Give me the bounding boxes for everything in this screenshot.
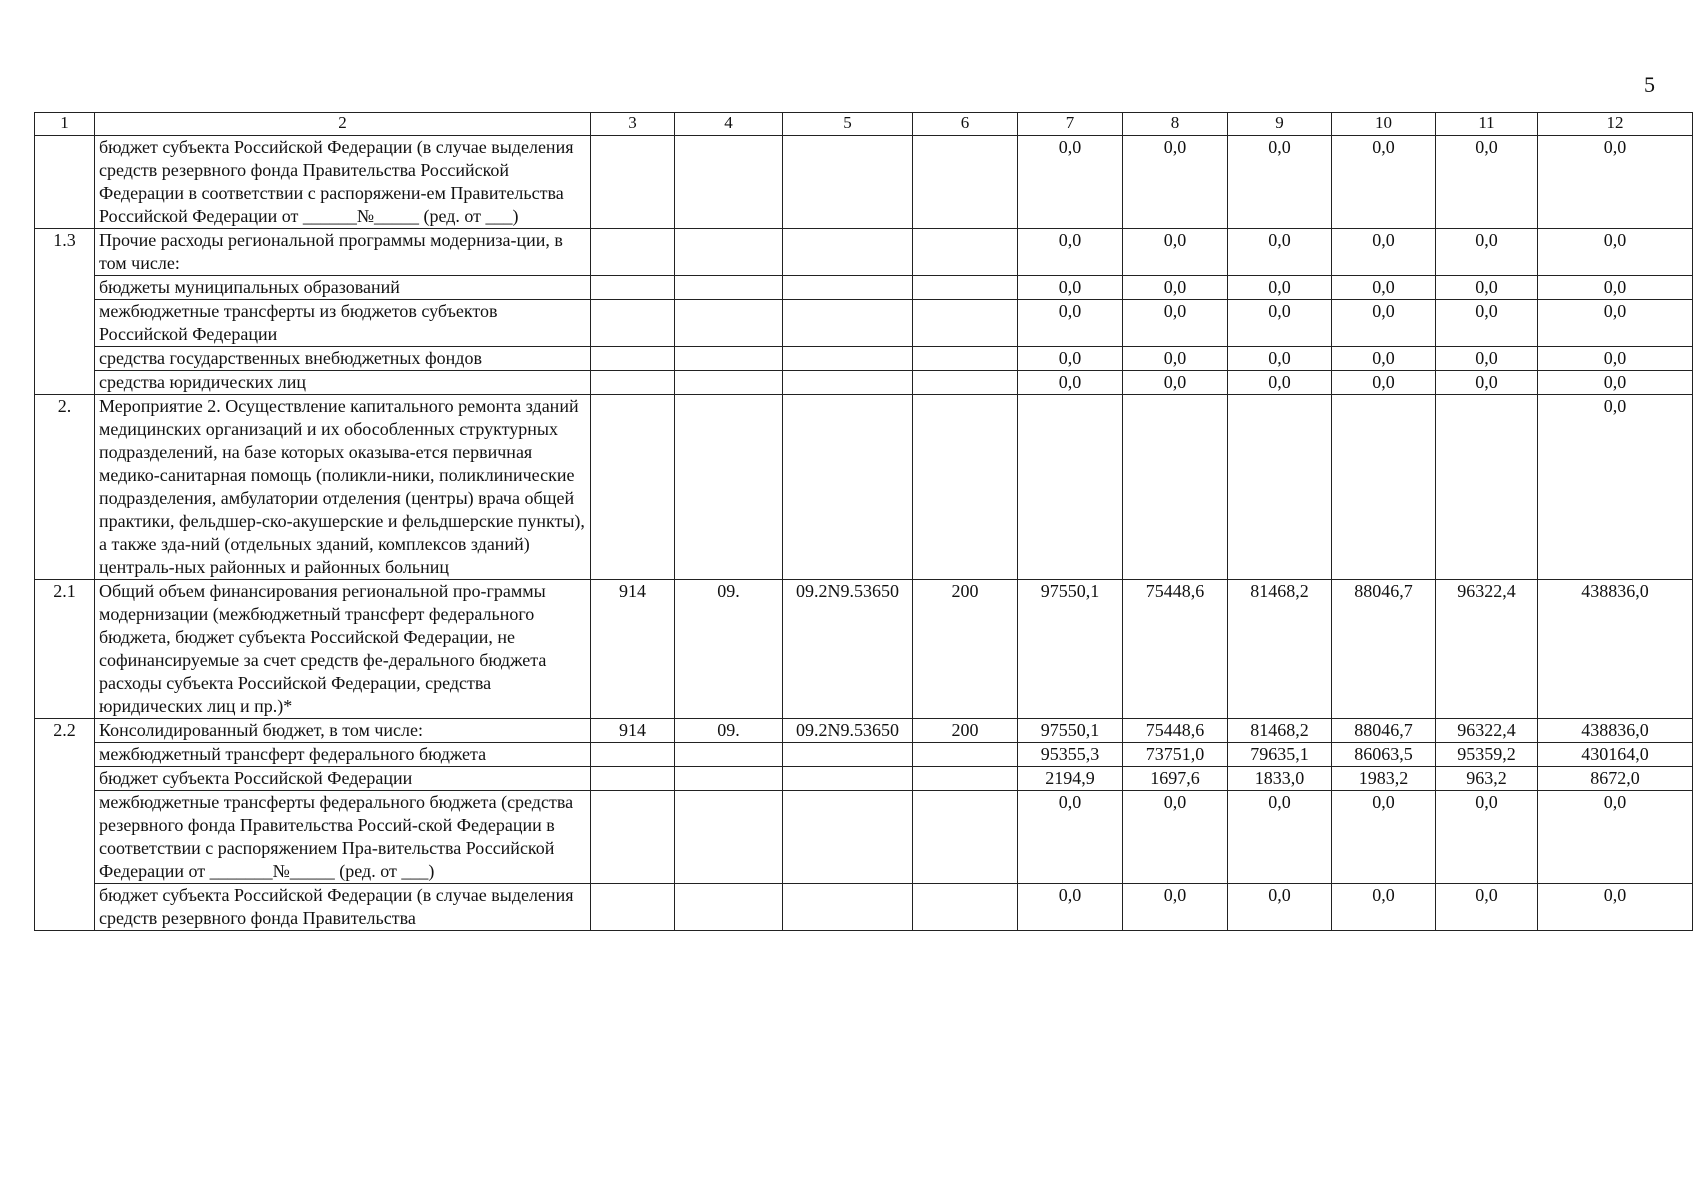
code-section-cell [675, 884, 783, 931]
header-cell: 1 [35, 113, 95, 136]
value-col11-cell: 96322,4 [1436, 719, 1538, 743]
value-col10-cell: 0,0 [1332, 136, 1436, 229]
code-target-cell [783, 136, 913, 229]
code-grbs-cell [591, 884, 675, 931]
code-type-cell [913, 229, 1018, 276]
table-row [35, 791, 1693, 884]
row-number-cell [35, 791, 95, 884]
value-col11-cell: 96322,4 [1436, 580, 1538, 719]
value-col9-cell: 0,0 [1228, 229, 1332, 276]
table-row [35, 884, 1693, 931]
code-target-cell [783, 371, 913, 395]
value-col10-cell: 86063,5 [1332, 743, 1436, 767]
value-col7-cell: 0,0 [1018, 300, 1123, 347]
row-number-cell [35, 884, 95, 931]
table-row [35, 371, 1693, 395]
header-cell: 3 [591, 113, 675, 136]
header-cell: 2 [95, 113, 591, 136]
code-target-cell [783, 791, 913, 884]
value-col7-cell: 0,0 [1018, 136, 1123, 229]
code-grbs-cell [591, 347, 675, 371]
code-target-cell [783, 743, 913, 767]
value-col11-cell: 0,0 [1436, 276, 1538, 300]
value-col8-cell: 73751,0 [1123, 743, 1228, 767]
code-section-cell [675, 395, 783, 580]
value-col8-cell: 75448,6 [1123, 719, 1228, 743]
value-col9-cell [1228, 395, 1332, 580]
code-section-cell [675, 300, 783, 347]
header-cell: 4 [675, 113, 783, 136]
code-type-cell [913, 395, 1018, 580]
header-cell: 5 [783, 113, 913, 136]
header-cell: 9 [1228, 113, 1332, 136]
budget-table [34, 112, 1693, 931]
description-cell: Общий объем финансирования региональной про-граммы модернизации (межбюджетный трансферт федерального бюджета, бюджет субъекта Российской Федерации, не софинансируемые за счет средств фе-дерального бюджета расходы субъекта Российской Федерации, средства юридических лиц и пр.)* [95, 580, 591, 719]
code-target-cell [783, 347, 913, 371]
code-section-cell [675, 767, 783, 791]
code-section-cell [675, 743, 783, 767]
code-grbs-cell [591, 371, 675, 395]
code-target-cell [783, 767, 913, 791]
value-col10-cell: 0,0 [1332, 300, 1436, 347]
code-type-cell [913, 276, 1018, 300]
value-col11-cell: 0,0 [1436, 884, 1538, 931]
header-cell: 11 [1436, 113, 1538, 136]
code-target-cell [783, 884, 913, 931]
code-grbs-cell [591, 229, 675, 276]
value-col10-cell: 0,0 [1332, 791, 1436, 884]
value-col10-cell: 0,0 [1332, 347, 1436, 371]
value-col12-cell: 0,0 [1538, 300, 1693, 347]
value-col8-cell: 1697,6 [1123, 767, 1228, 791]
value-col9-cell: 81468,2 [1228, 719, 1332, 743]
row-number-cell [35, 347, 95, 371]
value-col9-cell: 0,0 [1228, 276, 1332, 300]
table-body [35, 113, 1693, 931]
code-grbs-cell [591, 791, 675, 884]
description-cell: межбюджетные трансферты из бюджетов субъектов Российской Федерации [95, 300, 591, 347]
value-col7-cell: 97550,1 [1018, 719, 1123, 743]
value-col11-cell: 963,2 [1436, 767, 1538, 791]
code-type-cell [913, 743, 1018, 767]
code-section-cell [675, 791, 783, 884]
code-target-cell [783, 276, 913, 300]
description-cell: средства юридических лиц [95, 371, 591, 395]
code-type-cell: 200 [913, 719, 1018, 743]
value-col11-cell: 0,0 [1436, 136, 1538, 229]
value-col9-cell: 0,0 [1228, 136, 1332, 229]
value-col10-cell: 1983,2 [1332, 767, 1436, 791]
value-col7-cell: 0,0 [1018, 347, 1123, 371]
value-col8-cell: 75448,6 [1123, 580, 1228, 719]
row-number-cell [35, 371, 95, 395]
code-section-cell: 09. [675, 580, 783, 719]
table-row [35, 347, 1693, 371]
value-col12-cell: 438836,0 [1538, 719, 1693, 743]
code-type-cell [913, 347, 1018, 371]
description-cell: Мероприятие 2. Осуществление капитального ремонта зданий медицинских организаций и их обособленных структурных подразделений, на базе которых оказыва-ется первичная медико-санитарная помощь (поликли-ники, поликлинические подразделения, амбулатории отделения (центры) врача общей практики, фельдшер-ско-акушерские и фельдшерские пункты), а также зда-ний (отдельных зданий, комплексов зданий) централь-ных районных и районных больниц [95, 395, 591, 580]
table-row [35, 743, 1693, 767]
description-cell: бюджеты муниципальных образований [95, 276, 591, 300]
row-number-cell: 1.3 [35, 229, 95, 276]
value-col8-cell [1123, 395, 1228, 580]
value-col12-cell: 0,0 [1538, 136, 1693, 229]
code-type-cell [913, 884, 1018, 931]
value-col9-cell: 0,0 [1228, 884, 1332, 931]
value-col9-cell: 79635,1 [1228, 743, 1332, 767]
description-cell: бюджет субъекта Российской Федерации (в случае выделения средств резервного фонда Правительства Российской Федерации в соответствии с распоряжени-ем Правительства Российской Федерации от ______№_____ (ред. от ___) [95, 136, 591, 229]
code-section-cell [675, 347, 783, 371]
description-cell: Консолидированный бюджет, в том числе: [95, 719, 591, 743]
code-target-cell: 09.2N9.53650 [783, 719, 913, 743]
code-grbs-cell [591, 276, 675, 300]
header-cell: 6 [913, 113, 1018, 136]
value-col10-cell: 0,0 [1332, 884, 1436, 931]
code-target-cell [783, 395, 913, 580]
value-col7-cell: 0,0 [1018, 276, 1123, 300]
value-col11-cell: 0,0 [1436, 300, 1538, 347]
value-col8-cell: 0,0 [1123, 347, 1228, 371]
code-grbs-cell [591, 300, 675, 347]
value-col8-cell: 0,0 [1123, 276, 1228, 300]
value-col10-cell: 88046,7 [1332, 719, 1436, 743]
value-col9-cell: 0,0 [1228, 371, 1332, 395]
description-cell: межбюджетные трансферты федерального бюджета (средства резервного фонда Правительства Россий-ской Федерации в соответствии с распоряжением Пра-вительства Российской Федерации от _______№_____ (ред. от ___) [95, 791, 591, 884]
value-col12-cell: 0,0 [1538, 395, 1693, 580]
value-col7-cell: 95355,3 [1018, 743, 1123, 767]
value-col8-cell: 0,0 [1123, 136, 1228, 229]
code-grbs-cell [591, 136, 675, 229]
page-number: 5 [1644, 72, 1655, 97]
code-type-cell [913, 791, 1018, 884]
code-target-cell: 09.2N9.53650 [783, 580, 913, 719]
value-col8-cell: 0,0 [1123, 884, 1228, 931]
row-number-cell: 2.2 [35, 719, 95, 743]
value-col10-cell [1332, 395, 1436, 580]
value-col8-cell: 0,0 [1123, 371, 1228, 395]
value-col9-cell: 0,0 [1228, 791, 1332, 884]
value-col10-cell: 88046,7 [1332, 580, 1436, 719]
code-section-cell: 09. [675, 719, 783, 743]
code-type-cell [913, 136, 1018, 229]
value-col7-cell: 0,0 [1018, 884, 1123, 931]
header-cell: 10 [1332, 113, 1436, 136]
value-col8-cell: 0,0 [1123, 300, 1228, 347]
value-col8-cell: 0,0 [1123, 229, 1228, 276]
value-col10-cell: 0,0 [1332, 276, 1436, 300]
value-col12-cell: 8672,0 [1538, 767, 1693, 791]
code-section-cell [675, 276, 783, 300]
value-col8-cell: 0,0 [1123, 791, 1228, 884]
description-cell: Прочие расходы региональной программы модерниза-ции, в том числе: [95, 229, 591, 276]
value-col9-cell: 1833,0 [1228, 767, 1332, 791]
table-row [35, 229, 1693, 276]
table-row [35, 136, 1693, 229]
code-target-cell [783, 300, 913, 347]
code-target-cell [783, 229, 913, 276]
header-cell: 12 [1538, 113, 1693, 136]
value-col11-cell: 0,0 [1436, 791, 1538, 884]
value-col12-cell: 0,0 [1538, 371, 1693, 395]
code-section-cell [675, 229, 783, 276]
code-grbs-cell [591, 743, 675, 767]
table-row [35, 767, 1693, 791]
table-row [35, 276, 1693, 300]
code-section-cell [675, 371, 783, 395]
value-col7-cell: 0,0 [1018, 791, 1123, 884]
row-number-cell [35, 767, 95, 791]
value-col7-cell [1018, 395, 1123, 580]
code-grbs-cell: 914 [591, 580, 675, 719]
value-col11-cell [1436, 395, 1538, 580]
value-col9-cell: 0,0 [1228, 300, 1332, 347]
value-col9-cell: 0,0 [1228, 347, 1332, 371]
row-number-cell [35, 136, 95, 229]
code-type-cell [913, 767, 1018, 791]
value-col11-cell: 95359,2 [1436, 743, 1538, 767]
description-cell: средства государственных внебюджетных фондов [95, 347, 591, 371]
code-grbs-cell: 914 [591, 719, 675, 743]
value-col7-cell: 97550,1 [1018, 580, 1123, 719]
description-cell: бюджет субъекта Российской Федерации [95, 767, 591, 791]
value-col11-cell: 0,0 [1436, 229, 1538, 276]
value-col11-cell: 0,0 [1436, 371, 1538, 395]
row-number-cell: 2.1 [35, 580, 95, 719]
table-row [35, 300, 1693, 347]
description-cell: межбюджетный трансферт федерального бюджета [95, 743, 591, 767]
value-col7-cell: 0,0 [1018, 229, 1123, 276]
value-col7-cell: 0,0 [1018, 371, 1123, 395]
value-col12-cell: 0,0 [1538, 347, 1693, 371]
header-cell: 8 [1123, 113, 1228, 136]
value-col12-cell: 0,0 [1538, 791, 1693, 884]
code-grbs-cell [591, 395, 675, 580]
value-col7-cell: 2194,9 [1018, 767, 1123, 791]
value-col12-cell: 430164,0 [1538, 743, 1693, 767]
value-col12-cell: 0,0 [1538, 229, 1693, 276]
header-cell: 7 [1018, 113, 1123, 136]
code-grbs-cell [591, 767, 675, 791]
code-type-cell: 200 [913, 580, 1018, 719]
code-type-cell [913, 300, 1018, 347]
code-type-cell [913, 371, 1018, 395]
value-col12-cell: 0,0 [1538, 884, 1693, 931]
row-number-cell [35, 743, 95, 767]
value-col10-cell: 0,0 [1332, 229, 1436, 276]
row-number-cell: 2. [35, 395, 95, 580]
table-row [35, 580, 1693, 719]
value-col12-cell: 438836,0 [1538, 580, 1693, 719]
code-section-cell [675, 136, 783, 229]
row-number-cell [35, 300, 95, 347]
table-row [35, 395, 1693, 580]
value-col10-cell: 0,0 [1332, 371, 1436, 395]
header-row [35, 113, 1693, 136]
value-col12-cell: 0,0 [1538, 276, 1693, 300]
table-row [35, 719, 1693, 743]
value-col11-cell: 0,0 [1436, 347, 1538, 371]
row-number-cell [35, 276, 95, 300]
value-col9-cell: 81468,2 [1228, 580, 1332, 719]
description-cell: бюджет субъекта Российской Федерации (в случае выделения средств резервного фонда Правительства [95, 884, 591, 931]
